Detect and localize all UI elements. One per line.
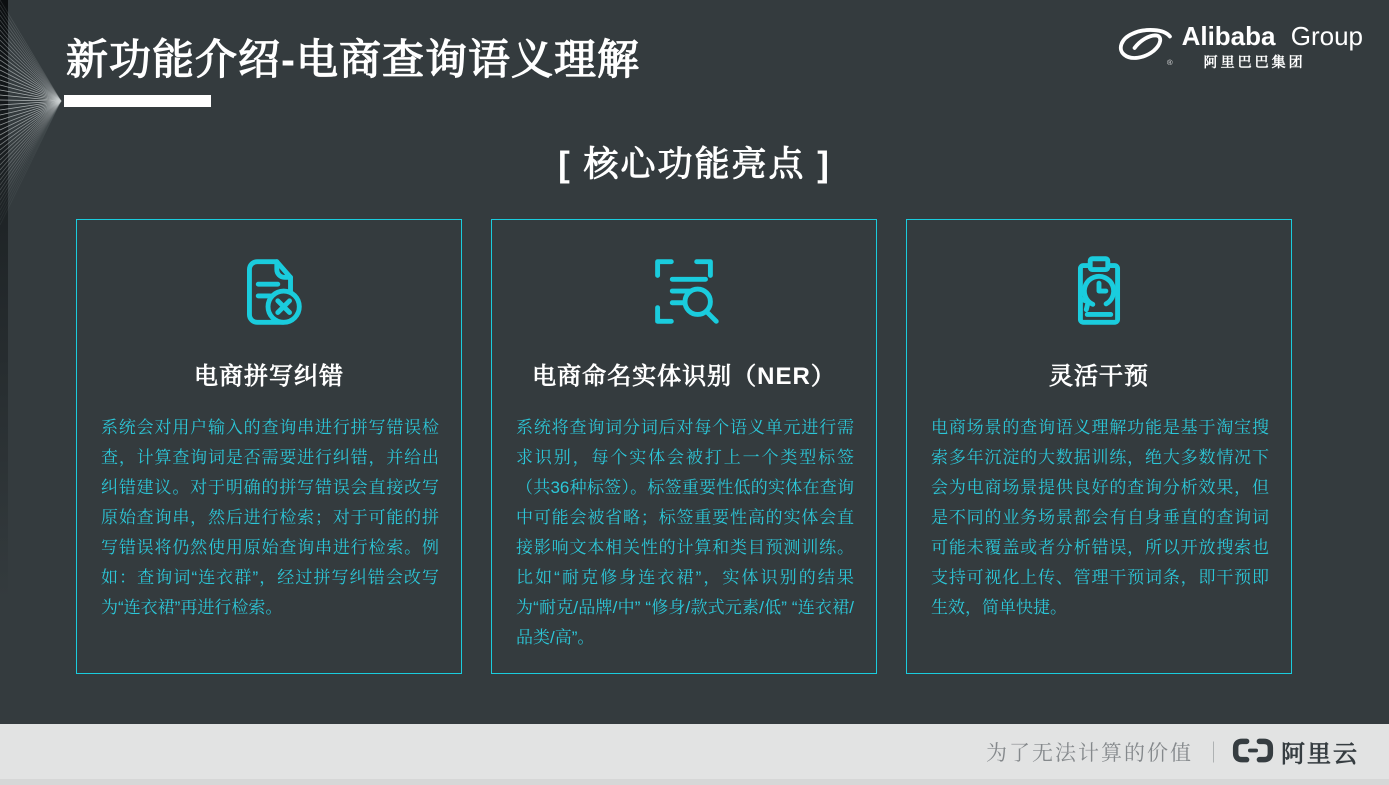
aliyun-brand-text: 阿里云 bbox=[1281, 741, 1359, 768]
aliyun-brackets-icon bbox=[1232, 737, 1274, 769]
card-body: 电商场景的查询语义理解功能是基于淘宝搜索多年沉淀的大数据训练，绝大多数情况下会为电商场景提供良好的查询分析效果，但是不同的业务场景都会有自身垂直的查询词可能未覆盖或者分析错误，所以开放搜索也支持可视化上传、管理干预词条，即干预即生效，简单快捷。 bbox=[931, 418, 1269, 617]
card-spell-correction bbox=[76, 219, 462, 674]
brand-name-chinese: 阿里巴巴集团 bbox=[1203, 54, 1306, 70]
card-title: 灵活干预 bbox=[1049, 363, 1149, 390]
alibaba-group-logo bbox=[1116, 22, 1363, 73]
footer-separator: ｜ bbox=[1203, 741, 1224, 765]
fan-lines-decoration bbox=[0, 0, 64, 226]
card-body: 系统会对用户输入的查询串进行拼写错误检查，计算查询词是否需要进行纠错，并给出纠错建议。对于明确的拼写错误会直接改写原始查询串，然后进行检索；对于可能的拼写错误将仍然使用原始查询串进行检索。例如：查询词“连衣群”，经过拼写纠错会改写为“连衣裙”再进行检索。 bbox=[101, 418, 439, 617]
brand-name: Alibaba bbox=[1181, 21, 1276, 51]
brand-suffix: Group bbox=[1290, 21, 1363, 51]
title-underline-bar bbox=[64, 95, 211, 107]
section-heading: [ 核心功能亮点 ] bbox=[558, 145, 831, 184]
footer-tagline: 为了无法计算的价值 bbox=[986, 741, 1193, 765]
alibaba-logo-text bbox=[1182, 22, 1363, 72]
document-error-icon bbox=[225, 248, 313, 336]
card-title: 电商拼写纠错 bbox=[194, 363, 344, 390]
page-title: 新功能介绍-电商查询语义理解 bbox=[66, 36, 640, 83]
card-ner bbox=[491, 219, 877, 674]
card-intervention bbox=[906, 219, 1292, 674]
feature-cards bbox=[76, 219, 1292, 674]
scan-search-icon bbox=[640, 248, 728, 336]
svg-text:®: ® bbox=[1166, 58, 1173, 68]
footer-bar bbox=[0, 724, 1389, 785]
clipboard-history-icon bbox=[1055, 248, 1143, 336]
card-body: 系统将查询词分词后对每个语义单元进行需求识别，每个实体会被打上一个类型标签（共36种标签）。标签重要性低的实体在查询中可能会被省略；标签重要性高的实体会直接影响文本相关性的计算和类目预测训练。比如“耐克修身连衣裙”，实体识别的结果为“耐克/品牌/中” “修身/款式元素/低” “连衣裙/品类/高”。 bbox=[516, 418, 854, 647]
alibaba-mark-icon bbox=[1116, 26, 1178, 73]
card-title: 电商命名实体识别（NER） bbox=[532, 363, 836, 390]
